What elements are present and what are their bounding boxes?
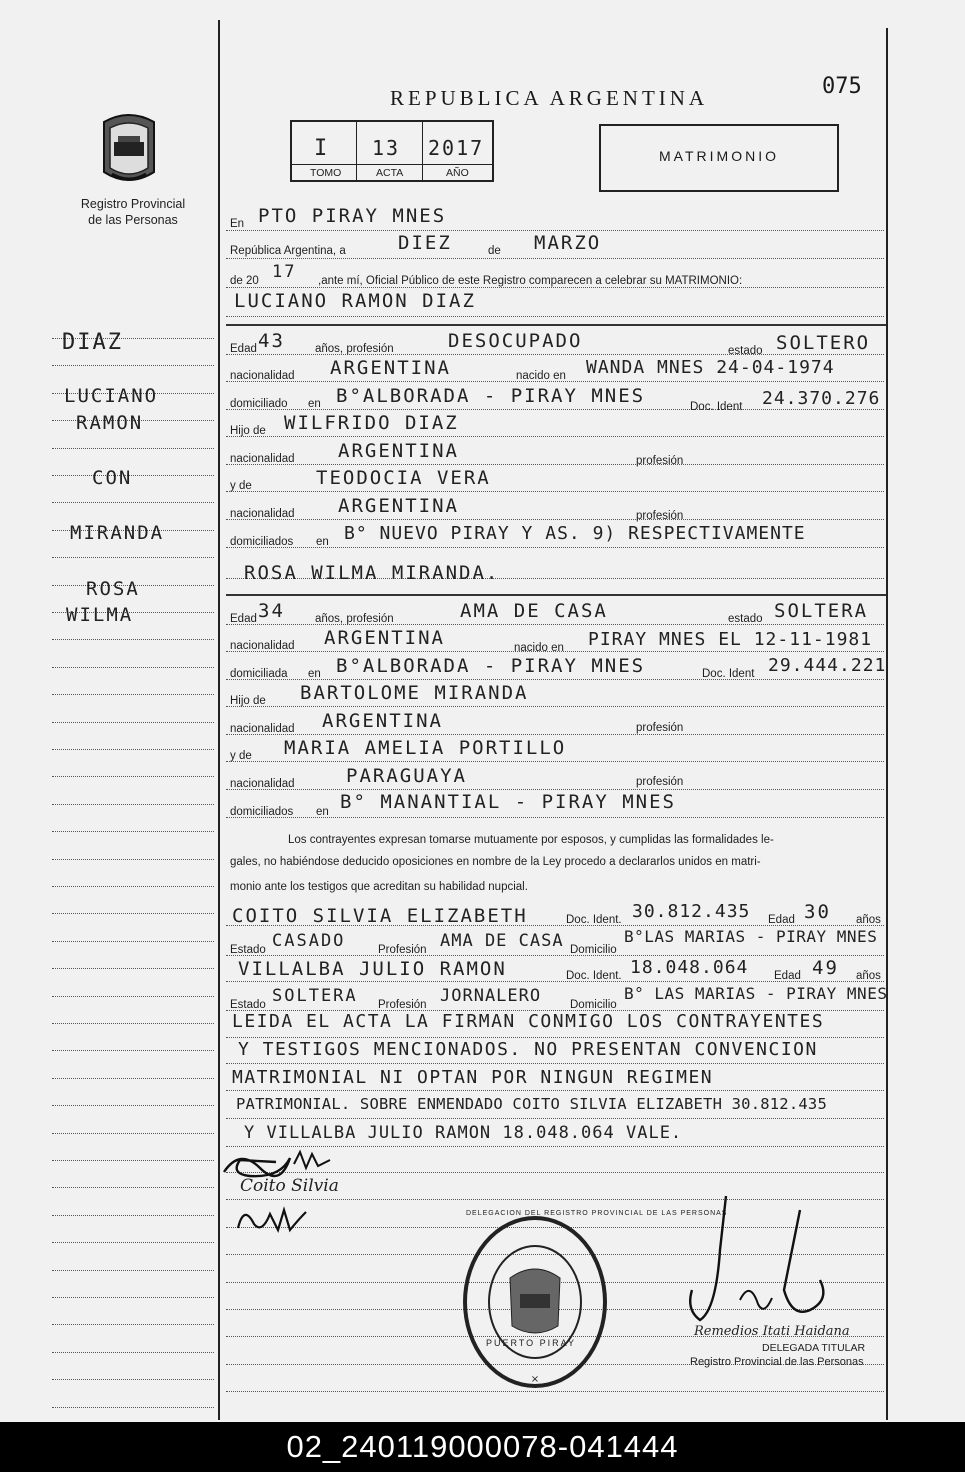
label-estado: estado	[728, 345, 763, 357]
ruled-line	[226, 1118, 884, 1119]
groom-father: WILFRIDO DIAZ	[284, 412, 459, 434]
label-w-estado: Estado	[230, 999, 266, 1011]
label-edad: Edad	[230, 343, 257, 355]
witness-2-doc: 18.048.064	[630, 957, 749, 978]
ruled-line	[226, 1090, 884, 1091]
section-rule-2	[226, 594, 886, 596]
witness-2-name: VILLALBA JULIO RAMON	[238, 958, 507, 980]
ruled-line	[52, 1023, 214, 1024]
groom-parents-domicile: B° NUEVO PIRAY Y AS. 9) RESPECTIVAMENTE	[344, 523, 806, 544]
label-w-edad: Edad	[768, 914, 795, 926]
ruled-line	[52, 1133, 214, 1134]
label-w-domicilio: Domicilio	[570, 944, 617, 956]
label-w-doc: Doc. Ident.	[566, 914, 622, 926]
ruled-line	[226, 761, 884, 762]
ruled-line	[226, 287, 884, 288]
ruled-line	[52, 941, 214, 942]
witness-1-status: CASADO	[272, 931, 346, 951]
official-title: DELEGADA TITULAR	[762, 1342, 866, 1354]
witness-2-domicile: B° LAS MARIAS - PIRAY MNES	[624, 984, 888, 1003]
label-nacionalidad: nacionalidad	[230, 723, 295, 735]
label-w-domicilio: Domicilio	[570, 999, 617, 1011]
bride-mother-nationality: PARAGUAYA	[346, 765, 467, 787]
ruled-line	[52, 1050, 214, 1051]
label-en-5: en	[316, 806, 329, 818]
svg-text:×: ×	[530, 1374, 540, 1385]
ruled-line	[226, 706, 884, 707]
ruled-line	[226, 409, 884, 410]
ruled-line	[226, 955, 884, 956]
label-w-anos: años	[856, 970, 881, 982]
section-rule-1	[226, 324, 886, 326]
tomo-value: I	[314, 136, 330, 161]
act-type: MATRIMONIO	[659, 148, 779, 164]
label-en-4: en	[308, 668, 321, 680]
registry-logo	[98, 112, 160, 193]
bride-age: 34	[258, 600, 285, 622]
signature-witness-2	[232, 1200, 322, 1241]
ruled-line	[226, 491, 884, 492]
witness-1-profession: AMA DE CASA	[440, 931, 564, 951]
witness-2-profession: JORNALERO	[440, 986, 542, 1006]
witness-1-name: COITO SILVIA ELIZABETH	[232, 905, 528, 927]
ruled-line	[226, 464, 884, 465]
ruled-line	[52, 1352, 214, 1353]
groom-nationality: ARGENTINA	[330, 357, 451, 379]
witness-1-doc: 30.812.435	[632, 901, 751, 922]
note-line: LEIDA EL ACTA LA FIRMAN CONMIGO LOS CONTRAYENTES	[232, 1011, 825, 1032]
ruled-line	[52, 749, 214, 750]
label-domiciliados: domiciliados	[230, 806, 294, 818]
groom-mother: TEODOCIA VERA	[316, 467, 491, 489]
bride-doc: 29.444.221	[768, 655, 887, 676]
groom-status: SOLTERO	[776, 332, 871, 354]
label-nacionalidad: nacionalidad	[230, 508, 295, 520]
bride-born: PIRAY MNES EL 12-11-1981	[588, 629, 873, 650]
bride-parents-domicile: B° MANANTIAL - PIRAY MNES	[340, 791, 676, 813]
label-w-profesion: Profesión	[378, 944, 427, 956]
label-hijo-de: Hijo de	[230, 695, 266, 707]
ruled-line	[52, 886, 214, 887]
label-profesion: profesión	[636, 455, 684, 467]
label-en-3: en	[316, 536, 329, 548]
label-doc-ident: Doc. Ident	[702, 668, 755, 680]
witness-2-age: 49	[812, 957, 839, 979]
ruled-line	[226, 230, 884, 231]
groom-domicile: B°ALBORADA - PIRAY MNES	[336, 385, 646, 407]
ruled-line	[52, 475, 214, 476]
label-profesion: profesión	[636, 776, 684, 788]
margin-names-2a: ROSA	[86, 578, 140, 600]
witness-1-domicile: B°LAS MARIAS - PIRAY MNES	[624, 927, 878, 946]
groom-mother-nationality: ARGENTINA	[338, 495, 459, 517]
groom-full-name: LUCIANO RAMON DIAZ	[234, 290, 476, 312]
right-border	[886, 28, 888, 1420]
groom-father-nationality: ARGENTINA	[338, 440, 459, 462]
ruled-line	[52, 1297, 214, 1298]
ruled-line	[52, 804, 214, 805]
ruled-line	[226, 734, 884, 735]
ruled-line	[52, 1078, 214, 1079]
ruled-line	[52, 1187, 214, 1188]
ruled-line	[226, 519, 884, 520]
label-y-de: y de	[230, 480, 252, 492]
bride-full-name: ROSA WILMA MIRANDA.	[244, 562, 500, 584]
ano-label: AÑO	[446, 167, 469, 179]
ruled-line	[52, 1215, 214, 1216]
label-nacionalidad: nacionalidad	[230, 453, 295, 465]
ruled-line	[52, 639, 214, 640]
note-line: Y TESTIGOS MENCIONADOS. NO PRESENTAN CONVENCION	[238, 1039, 818, 1060]
official-name: Remedios Itati Haidana	[694, 1324, 850, 1339]
margin-names-1a: LUCIANO	[64, 385, 159, 407]
signature-witness-1: Coito Silvia	[240, 1176, 339, 1196]
ruled-line	[52, 1407, 214, 1408]
bride-father-nationality: ARGENTINA	[322, 710, 443, 732]
folio-number: 075	[822, 74, 862, 99]
label-domiciliada: domiciliada	[230, 668, 288, 680]
label-year: de 20	[230, 275, 259, 287]
label-nacionalidad: nacionalidad	[230, 370, 295, 382]
label-domiciliado: domiciliado	[230, 398, 288, 410]
ano-value: 2017	[428, 136, 485, 160]
bride-nationality: ARGENTINA	[324, 627, 445, 649]
year-suffix: 17	[272, 262, 297, 282]
ruled-line	[226, 679, 884, 680]
tomo-acta-ano-box	[290, 120, 494, 182]
day: DIEZ	[398, 232, 452, 254]
ruled-line	[52, 694, 214, 695]
ruled-line	[52, 365, 214, 366]
intro-text: ,ante mí, Oficial Público de este Registro comparecen a celebrar su MATRIMONIO:	[318, 275, 743, 287]
label-en: En	[230, 218, 245, 230]
label-anos-profesion: años, profesión	[315, 343, 394, 355]
ruled-line	[52, 968, 214, 969]
ruled-line	[52, 1379, 214, 1380]
ruled-line	[52, 1105, 214, 1106]
ruled-line	[52, 448, 214, 449]
month: MARZO	[534, 232, 602, 254]
ruled-line	[226, 436, 884, 437]
ruled-line	[52, 776, 214, 777]
registry-name: Registro Provincial de las Personas	[80, 197, 186, 227]
label-nacido-en: nacido en	[514, 642, 564, 654]
note-line: Y VILLALBA JULIO RAMON 18.048.064 VALE.	[244, 1123, 683, 1143]
ruled-line	[52, 502, 214, 503]
acta-value: 13	[372, 136, 401, 160]
label-doc-ident: Doc. Ident	[690, 401, 743, 413]
acta-label: ACTA	[376, 167, 404, 179]
groom-born: WANDA MNES 24-04-1974	[586, 357, 835, 378]
margin-surname-1: DIAZ	[62, 330, 123, 355]
label-profesion: profesión	[636, 510, 684, 522]
witness-1-age: 30	[804, 901, 831, 923]
ruled-line	[52, 996, 214, 997]
ruled-line	[226, 1063, 884, 1064]
label-w-doc: Doc. Ident.	[566, 970, 622, 982]
ruled-line	[52, 831, 214, 832]
ruled-line	[52, 859, 214, 860]
label-y-de: y de	[230, 750, 252, 762]
margin-divider	[218, 20, 220, 1420]
label-hijo-de: Hijo de	[230, 425, 266, 437]
groom-profession: DESOCUPADO	[448, 330, 583, 352]
label-w-profesion: Profesión	[378, 999, 427, 1011]
signature-official	[680, 1190, 850, 1335]
label-w-edad: Edad	[774, 970, 801, 982]
official-stamp	[460, 1214, 610, 1395]
ruled-line	[226, 789, 884, 790]
witness-2-status: SOLTERA	[272, 986, 358, 1006]
label-nacionalidad: nacionalidad	[230, 778, 295, 790]
groom-age: 43	[258, 330, 285, 352]
place: PTO PIRAY MNES	[258, 205, 447, 227]
legal-text-line-1: Los contrayentes expresan tomarse mutuamente por esposos, y cumplidas las formalidades le-	[288, 834, 774, 846]
label-w-estado: Estado	[230, 944, 266, 956]
bride-domicile: B°ALBORADA - PIRAY MNES	[336, 655, 646, 677]
note-line: PATRIMONIAL. SOBRE ENMENDADO COITO SILVIA ELIZABETH 30.812.435	[236, 1095, 827, 1113]
legal-text-line-2: gales, no habiéndose deducido oposiciones en nombre de la Ley procedo a declararlos unidos en matri-	[230, 856, 761, 868]
country-title: REPUBLICA ARGENTINA	[390, 86, 709, 110]
document-code: 02_240119000078-041444	[0, 1422, 965, 1472]
stamp-place: PUERTO PIRAY	[486, 1338, 577, 1348]
ruled-line	[226, 258, 884, 259]
label-nacionalidad: nacionalidad	[230, 640, 295, 652]
ruled-line	[52, 1160, 214, 1161]
margin-names-2b: WILMA	[66, 604, 134, 626]
bride-father: BARTOLOME MIRANDA	[300, 682, 529, 704]
ruled-line	[226, 316, 884, 317]
margin-con: CON	[92, 467, 133, 489]
label-en-2: en	[308, 398, 321, 410]
ruled-line	[52, 557, 214, 558]
label-nacido-en: nacido en	[516, 370, 566, 382]
bride-mother: MARIA AMELIA PORTILLO	[284, 737, 567, 759]
label-w-anos: años	[856, 914, 881, 926]
label-profesion: profesión	[636, 722, 684, 734]
ruled-line	[52, 667, 214, 668]
label-edad: Edad	[230, 613, 257, 625]
act-type-box	[599, 124, 839, 192]
stamp-text: DELEGACION DEL REGISTRO PROVINCIAL DE LAS PERSONAS	[466, 1210, 728, 1217]
label-de: de	[488, 245, 501, 257]
ruled-line	[52, 1324, 214, 1325]
official-registry: Registro Provincial de las Personas	[690, 1356, 864, 1368]
label-anos-profesion: años, profesión	[315, 613, 394, 625]
tomo-label: TOMO	[310, 167, 342, 179]
margin-surname-2: MIRANDA	[70, 522, 165, 544]
label-estado: estado	[728, 613, 763, 625]
label-republica: República Argentina, a	[230, 245, 346, 257]
ruled-line	[226, 1037, 884, 1038]
ruled-line	[52, 1270, 214, 1271]
note-line: MATRIMONIAL NI OPTAN POR NINGUN REGIMEN	[232, 1067, 714, 1088]
ruled-line	[52, 722, 214, 723]
margin-names-1b: RAMON	[76, 412, 144, 434]
ruled-line	[52, 913, 214, 914]
legal-text-line-3: monio ante los testigos que acreditan su habilidad nupcial.	[230, 881, 528, 893]
bride-status: SOLTERA	[774, 600, 869, 622]
bride-profession: AMA DE CASA	[460, 600, 608, 622]
ruled-line	[52, 1242, 214, 1243]
groom-doc: 24.370.276	[762, 388, 881, 409]
label-domiciliados: domiciliados	[230, 536, 294, 548]
